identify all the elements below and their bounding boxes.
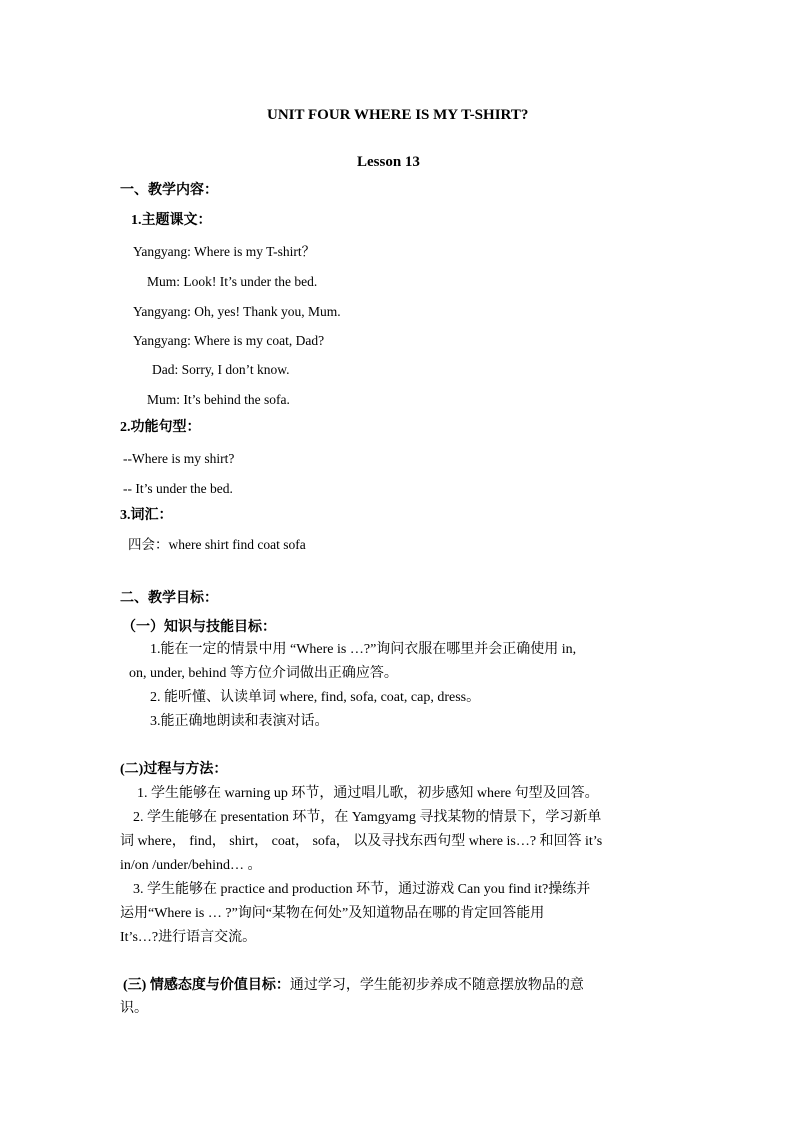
part3-text-line2: 识。 (120, 1001, 148, 1016)
section1-sub2: 2.功能句型： (120, 420, 201, 435)
dialogue-line: Yangyang: Oh, yes! Thank you, Mum. (133, 304, 341, 319)
part2-item3-line3: It’s…?进行语言交流。 (120, 930, 257, 945)
document-title: UNIT FOUR WHERE IS MY T-SHIRT? (267, 107, 529, 123)
pattern-line: --Where is my shirt? (123, 451, 235, 466)
part1-item2: 2. 能听懂、认读单词 where, find, sofa, coat, cap, dress。 (150, 690, 481, 705)
lesson-title: Lesson 13 (357, 154, 420, 170)
part1-item1-line1: 1.能在一定的情景中用 “Where is …?”询问衣服在哪里并会正确使用 in, (150, 642, 577, 657)
section1-heading: 一、教学内容： (120, 183, 218, 198)
part2-item2-line1: 2. 学生能够在 presentation 环节，在 Yamgyamg 寻找某物的情景下，学习新单 (133, 810, 602, 825)
section2-heading: 二、教学目标： (120, 591, 218, 606)
part3-line (123, 976, 584, 995)
section2-part2-heading: (二)过程与方法： (120, 762, 228, 777)
dialogue-line: Yangyang: Where is my T-shirt？ (133, 244, 316, 259)
dialogue-line: Mum: It’s behind the sofa. (147, 392, 290, 407)
dialogue-line: Yangyang: Where is my coat, Dad? (133, 333, 325, 348)
part2-item3-line2: 运用“Where is … ?”询问“某物在何处”及知道物品在哪的肯定回答能用 (120, 906, 545, 921)
vocab-line: 四会：where shirt find coat sofa (128, 537, 306, 552)
part1-item1-line2: on, under, behind 等方位介词做出正确应答。 (129, 666, 398, 681)
section2-part3-heading: (三) 情感态度与价值目标： (123, 978, 290, 993)
dialogue-line: Dad: Sorry, I don’t know. (152, 362, 290, 377)
part2-item2-line3: in/on /under/behind… 。 (120, 858, 262, 873)
pattern-line: -- It’s under the bed. (123, 481, 233, 496)
part2-item2-line2: 词 where， find， shirt， coat， sofa， 以及寻找东西句型 where is…? 和回答 it’s (120, 834, 603, 849)
section2-part1-heading: （一）知识与技能目标： (122, 620, 276, 635)
part2-item1: 1. 学生能够在 warning up 环节，通过唱儿歌，初步感知 where 句型及回答。 (137, 786, 599, 801)
part2-item3-line1: 3. 学生能够在 practice and production 环节，通过游戏 Can you find it?操练并 (133, 882, 591, 897)
part3-text-line1: 通过学习，学生能初步养成不随意摆放物品的意 (289, 978, 584, 993)
dialogue-line: Mum: Look! It’s under the bed. (147, 274, 318, 289)
section1-sub1: 1.主题课文： (131, 213, 212, 228)
part1-item3: 3.能正确地朗读和表演对话。 (150, 714, 329, 729)
section1-sub3: 3.词汇： (120, 508, 173, 523)
